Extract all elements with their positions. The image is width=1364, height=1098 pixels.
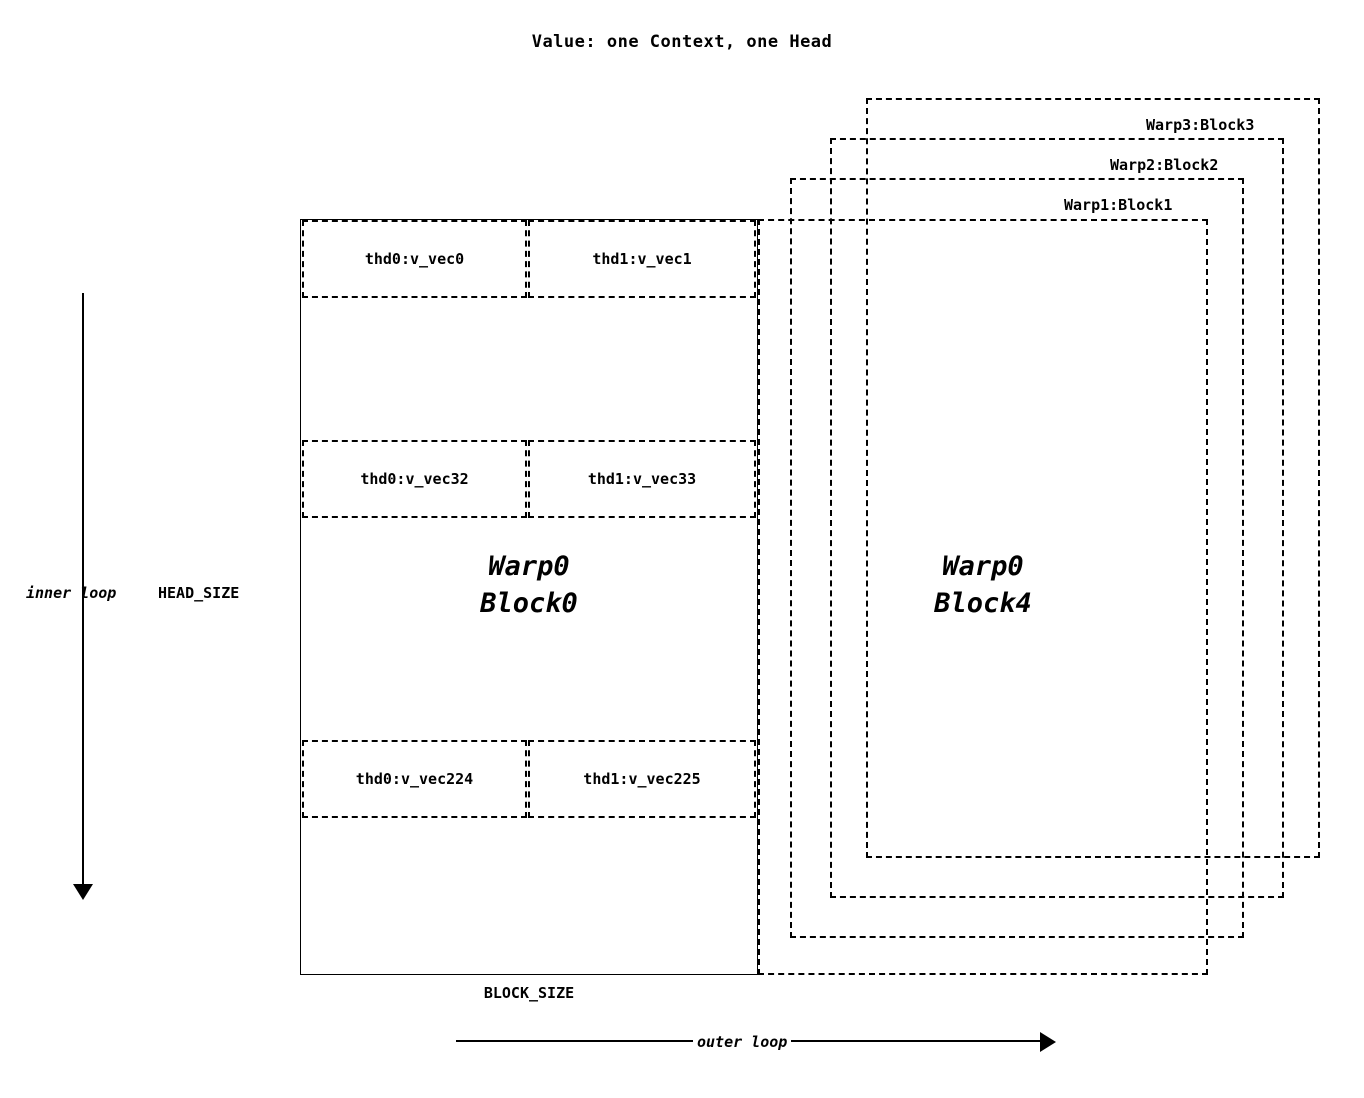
thread-cell-3: thd1:v_vec33: [528, 440, 756, 518]
block0-label-line1: Warp0: [488, 551, 570, 582]
block4-label-line2: Block4: [934, 588, 1032, 620]
block4-label: [758, 548, 1208, 623]
block0-label-line2: Block0: [480, 588, 578, 620]
stack-block-label-2: Warp1:Block1: [1064, 196, 1173, 214]
thread-cell-1: thd1:v_vec1: [528, 220, 756, 298]
inner-loop-label: inner loop: [26, 584, 117, 602]
block-size-label: BLOCK_SIZE: [483, 984, 575, 1002]
thread-cell-2: thd0:v_vec32: [302, 440, 527, 518]
thread-cell-4: thd0:v_vec224: [302, 740, 527, 818]
stack-block-label-0: Warp3:Block3: [1146, 116, 1255, 134]
outer-loop-label: outer loop: [693, 1033, 791, 1051]
block0-label: [300, 548, 758, 623]
inner-loop-arrow-icon: [73, 884, 93, 900]
outer-loop-arrow-icon: [1040, 1032, 1056, 1052]
block4-label-line1: Warp0: [942, 551, 1024, 582]
thread-cell-0: thd0:v_vec0: [302, 220, 527, 298]
diagram-title: Value: one Context, one Head: [531, 32, 833, 52]
thread-cell-5: thd1:v_vec225: [528, 740, 756, 818]
head-size-label: HEAD_SIZE: [158, 584, 240, 602]
stack-block-label-1: Warp2:Block2: [1110, 156, 1219, 174]
